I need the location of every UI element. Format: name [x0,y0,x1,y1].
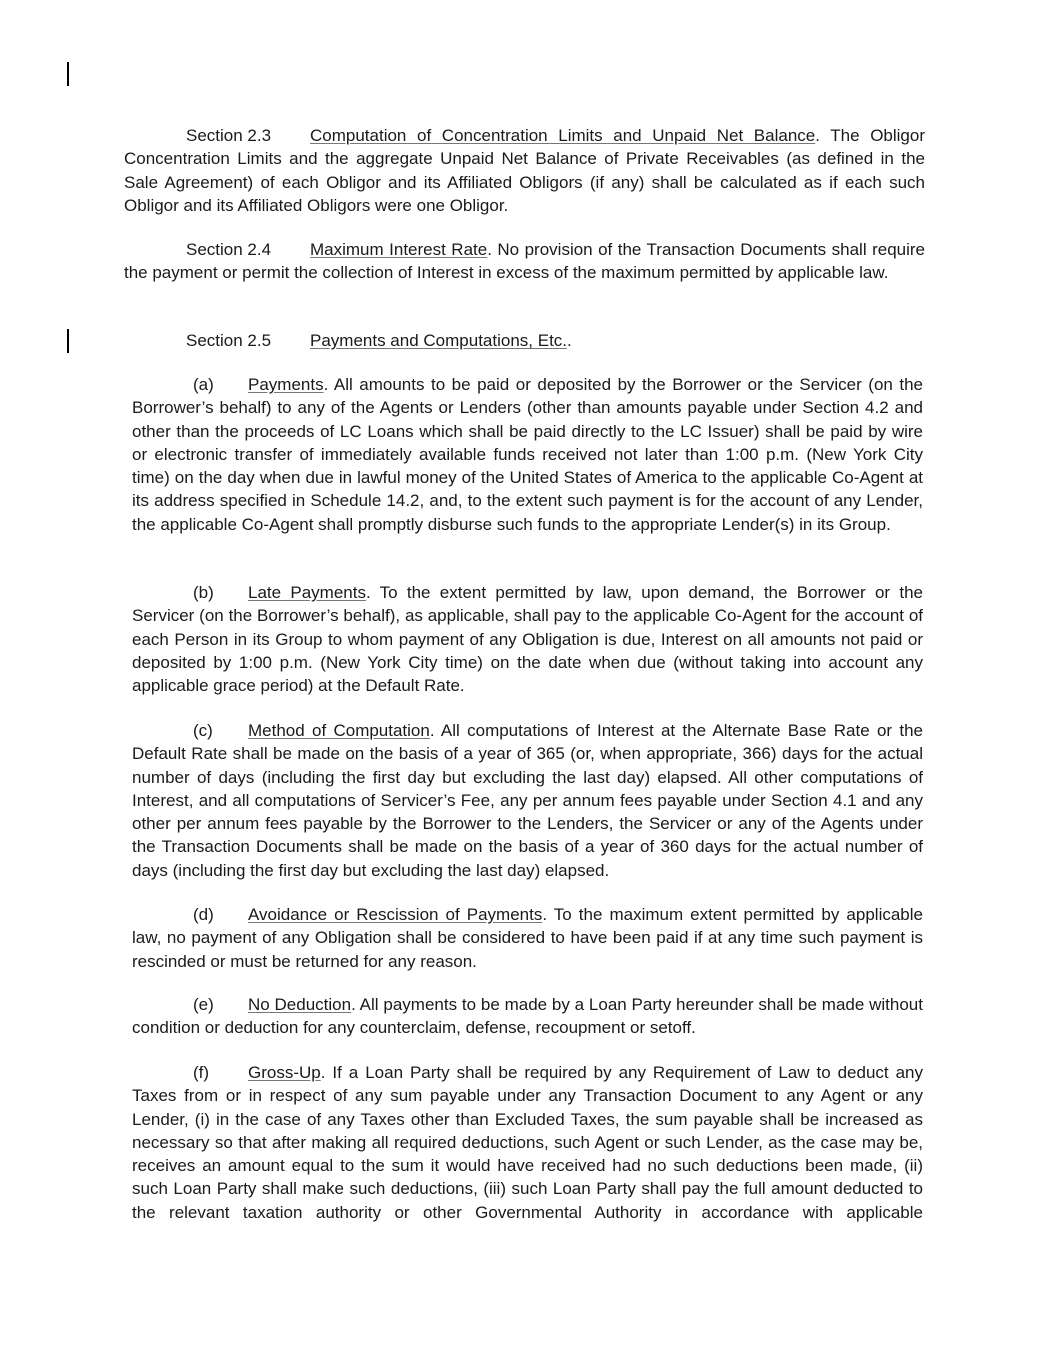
clause-body: . To the maximum extent permitted by applicable law, no payment of any Obligation shall be considered to have been paid if at any time such payment is rescinded or must be returned for any reason. [132,905,923,971]
clause-body: . All computations of Interest at the Alternate Base Rate or the Default Rate shall be made on the basis of a year of 365 (or, when appropriate, 366) days for the actual number of days (including the first day but excluding the last day) elapsed. All other computations of Interest, and all computations of Servicer’s Fee, any per annum fees payable under Section 4.1 and any other per annum fees payable by the Borrower to the Lenders, the Servicer or any of the Agents under the Transaction Documents shall be made on the basis of a year of 360 days for the actual number of days (including the first day but excluding the last day) elapsed. [132,721,924,880]
clause-f-gross-up [132,1061,923,1224]
clause-body: . To the extent permitted by law, upon demand, the Borrower or the Servicer (on the Borrower’s behalf), as applicable, shall pay to the applicable Co-Agent for the account of each Person in its Group to whom payment of any Obligation is due, Interest on all amounts not paid or deposited by 1:00 p.m. (New York City time) on the date when due (without taking into account any applicable grace period) at the Default Rate. [132,583,923,696]
clause-title: Gross-Up [248,1063,321,1082]
clause-title: Method of Computation [248,721,430,740]
clause-label: (b) [193,583,214,602]
clause-label: (a) [193,375,214,394]
section-body: . The Obligor Concentration Limits and the aggregate Unpaid Net Balance of Private Receivables (as defined in the Sale Agreement) of each Obligor and its Affiliated Obligors (if any) shall be calculated as if each such Obligor and its Affiliated Obligors were one Obligor. [124,126,925,215]
clause-d-avoidance-or-rescission [132,903,923,973]
section-2-3 [124,124,925,217]
section-body: . No provision of the Transaction Documents shall require the payment or permit the collection of Interest in excess of the maximum permitted by applicable law. [124,240,925,283]
section-title: Payments and Computations, Etc. [310,331,568,350]
section-2-4 [124,238,925,285]
section-number: Section 2.4 [186,240,272,259]
clause-e-no-deduction [132,993,923,1040]
clause-title: Late Payments [248,583,366,602]
clause-title: No Deduction [248,995,352,1014]
clause-label: (c) [193,721,213,740]
section-title: Computation of Concentration Limits and Unpaid Net Balance [310,126,816,145]
section-number: Section 2.3 [186,126,272,145]
section-title: Maximum Interest Rate [310,240,488,259]
revision-bar-top [67,62,69,86]
section-number: Section 2.5 [186,331,272,350]
revision-bar-section-2-5 [67,329,69,353]
clause-body: . All amounts to be paid or deposited by the Borrower or the Servicer (on the Borrower’s behalf) to any of the Agents or Lenders (other than amounts payable under Section 4.2 and other than the proceeds of LC Loans which shall be paid directly to the LC Issuer) shall be paid by wire or electronic transfer of immediately available funds received not later than 1:00 p.m. (New York City time) on the day when due in lawful money of the United States of America to the applicable Co-Agent at its address specified in Schedule 14.2, and, to the extent such payment is for the account of any Lender, the applicable Co-Agent shall promptly disburse such funds to the appropriate Lender(s) in its Group. [132,375,923,534]
clause-a-payments [132,373,923,536]
clause-body: . If a Loan Party shall be required by any Requirement of Law to deduct any Taxes from or in respect of any sum payable under any Transaction Document to any Agent or any Lender, (i) in the case of any Taxes other than Excluded Taxes, the sum payable shall be increased as necessary so that after making all required deductions, such Agent or such Lender, as the case may be, receives an amount equal to the sum it would have received had no such deductions been made, (ii) such Loan Party shall make such deductions, (iii) such Loan Party shall pay the full amount deducted to the relevant taxation authority or other Governmental Authority in accordance with applicable [132,1063,923,1222]
section-2-5 [124,329,925,352]
clause-c-method-of-computation [132,719,923,882]
clause-label: (d) [193,905,214,924]
clause-label: (e) [193,995,214,1014]
clause-title: Payments [248,375,324,394]
clause-title: Avoidance or Rescission of Payments [248,905,543,924]
clause-b-late-payments [132,581,923,697]
clause-body: . All payments to be made by a Loan Party hereunder shall be made without condition or deduction for any counterclaim, defense, recoupment or setoff. [132,995,923,1038]
clause-label: (f) [193,1063,210,1082]
section-body: . [567,331,572,350]
